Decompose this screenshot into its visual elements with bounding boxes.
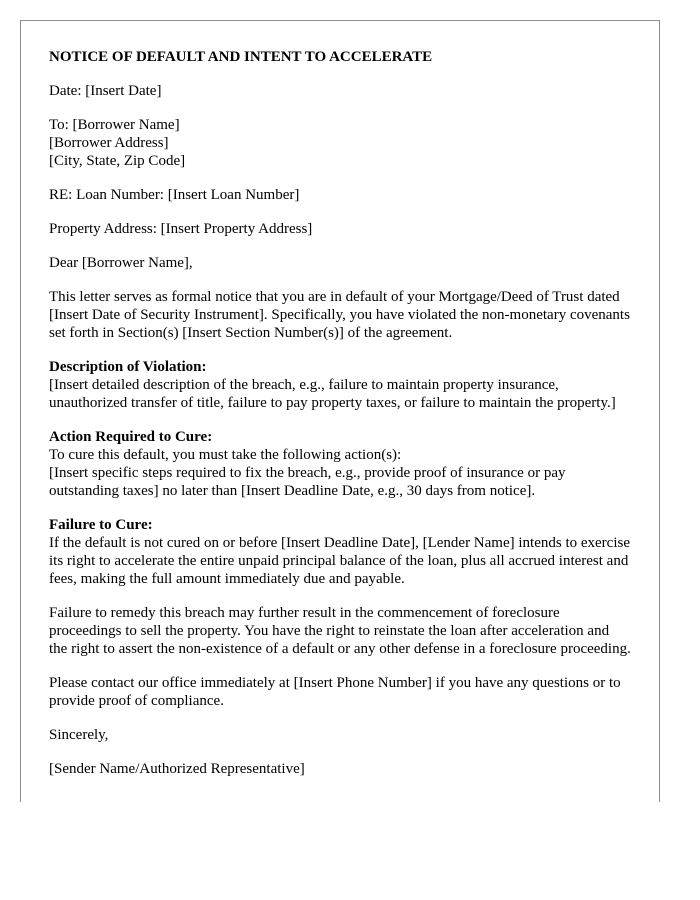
re-line: RE: Loan Number: [Insert Loan Number] — [49, 187, 300, 203]
cure-line-1: To cure this default, you must take the following action(s): — [49, 447, 402, 463]
foreclosure-paragraph: Failure to remedy this breach may further result in the commencement of foreclosure proceedings to sell the property. You have the right to reinstate the loan after acceleration and the right to assert the non-existence of a default or any other defense in a foreclosure proceeding. — [49, 605, 631, 657]
letter-body — [21, 21, 659, 778]
cure-section — [49, 428, 631, 500]
failure-text: If the default is not cured on or before [Insert Deadline Date], [Lender Name] intends to exercise its right to accelerate the entire unpaid principal balance of the loan, plus all accrued interest and fees, making the full amount immediately due and payable. — [49, 535, 631, 587]
recipient-block — [49, 116, 631, 170]
recipient-address-line: [Borrower Address] — [49, 135, 169, 151]
intro-paragraph: This letter serves as formal notice that you are in default of your Mortgage/Deed of Trust dated [Insert Date of Security Instrument]. Specifically, you have violated the non-monetary covenants set forth in Section(s) [Insert Section Number(s)] of the agreement. — [49, 289, 630, 341]
violation-text: [Insert detailed description of the breach, e.g., failure to maintain property insurance, unauthorized transfer of title, failure to pay property taxes, or failure to maintain the property.] — [49, 377, 616, 411]
letter-title: NOTICE OF DEFAULT AND INTENT TO ACCELERATE — [49, 49, 433, 65]
recipient-name-line: To: [Borrower Name] — [49, 117, 180, 133]
date-line: Date: [Insert Date] — [49, 83, 162, 99]
letter-page — [20, 20, 660, 802]
recipient-city-line: [City, State, Zip Code] — [49, 153, 186, 169]
failure-heading: Failure to Cure: — [49, 517, 153, 533]
salutation: Dear [Borrower Name], — [49, 255, 193, 271]
violation-heading: Description of Violation: — [49, 359, 207, 375]
contact-paragraph: Please contact our office immediately at [Insert Phone Number] if you have any questions or to provide proof of compliance. — [49, 675, 621, 709]
property-line: Property Address: [Insert Property Address] — [49, 221, 313, 237]
violation-section — [49, 358, 631, 412]
closing: Sincerely, — [49, 727, 109, 743]
cure-line-2: [Insert specific steps required to fix the breach, e.g., provide proof of insurance or pay outstanding taxes] no later than [Insert Deadline Date, e.g., 30 days from notice]. — [49, 465, 566, 499]
signature-line: [Sender Name/Authorized Representative] — [49, 761, 305, 777]
cure-heading: Action Required to Cure: — [49, 429, 213, 445]
failure-section — [49, 516, 631, 588]
